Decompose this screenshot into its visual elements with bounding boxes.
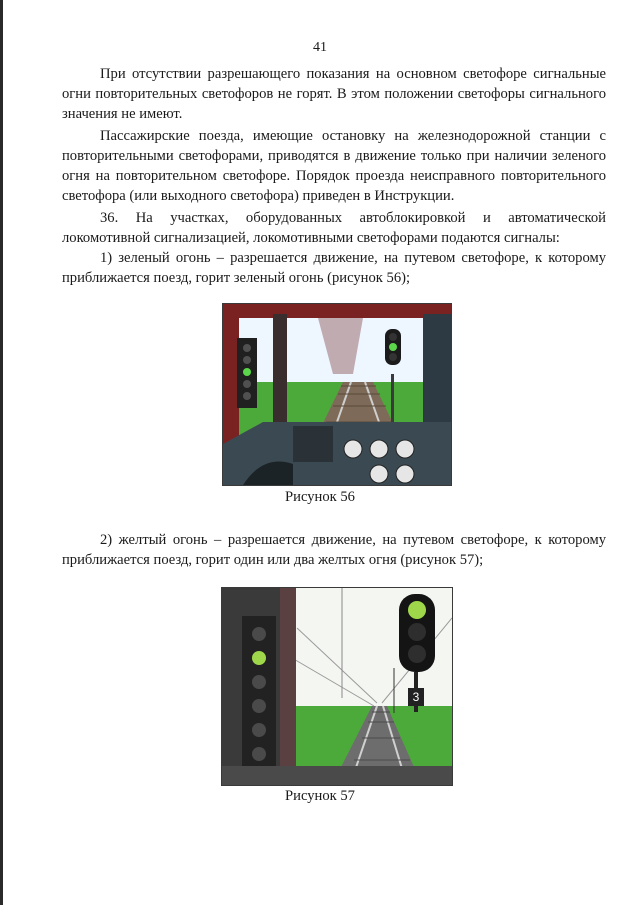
- locomotive-signal: [242, 616, 276, 766]
- figure-57-caption: Рисунок 57: [285, 788, 355, 804]
- block-section-number: 3: [412, 690, 420, 704]
- page-number: 41: [313, 40, 327, 55]
- figure-56-caption: Рисунок 56: [285, 489, 355, 505]
- paragraph-passenger-trains: Пассажирские поезда, имеющие остановку на железнодорожной станции с повторительными светофорами, приводятся в движение только при наличии зеленого огня на повторительном светофоре. Порядок проезда неисправного повторительного светофора (или выходного светофора) приведен в Инструкции.: [62, 128, 606, 204]
- locomotive-signal: [237, 338, 257, 408]
- scan-edge: [0, 0, 3, 905]
- wayside-signal-green: [385, 329, 401, 365]
- figure-57-cab-view: [221, 587, 453, 786]
- paragraph-yellow-signal: 2) желтый огонь – разрешается движение, на путевом светофоре, к которому приближается поезд, горит один или два желтых огня (рисунок 57);: [62, 532, 606, 568]
- paragraph-section-36: 36. На участках, оборудованных автоблокировкой и автоматической локомотивной сигнализацией, локомотивными светофорами подаются сигналы:: [62, 210, 606, 246]
- paragraph-repeater-signals-off: При отсутствии разрешающего показания на основном светофоре сигнальные огни повторительных светофоров не горят. В этом положении светофоры сигнального значения не имеют.: [62, 66, 606, 122]
- figure-56-cab-view: [222, 303, 452, 486]
- paragraph-green-signal: 1) зеленый огонь – разрешается движение, на путевом светофоре, к которому приближается поезд, горит зеленый огонь (рисунок 56);: [62, 250, 606, 286]
